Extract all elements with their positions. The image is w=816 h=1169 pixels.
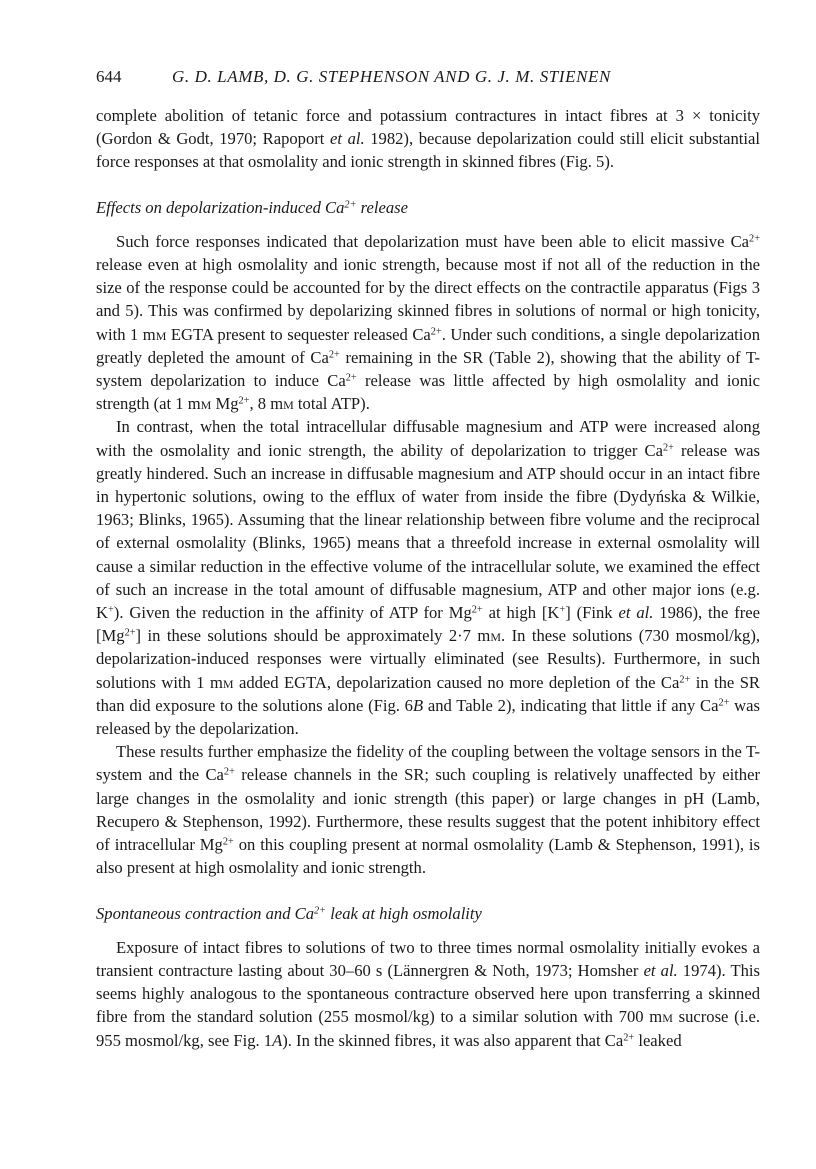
body-paragraph: These results further emphasize the fidelity of the coupling between the voltage sensors in the T-system and the $Ca^{2+}$ release channels in the SR; such coupling is relatively unaffected by either large changes in the osmolality and ionic strength (this paper) or large changes in pH (Lamb, Recupero & Stephenson, 1992). Furthermore, these results suggest that the potent inhibitory effect of intracellular $Mg^{2+}$ on this coupling present at normal osmolality (Lamb & Stephenson, 1991), is also present at high osmolality and ionic strength. xyxy=(96,742,760,878)
section-heading: Spontaneous contraction and $Ca^{2+}$ leak at high osmolality xyxy=(96,903,482,923)
article-body xyxy=(96,104,760,1052)
body-paragraph: In contrast, when the total intracellular diffusable magnesium and ATP were increased along with the osmolality and ionic strength, the ability of depolarization to trigger $Ca^{2+}$ release was greatly hindered. Such an increase in diffusable magnesium and ATP should occur in an intact fibre in hypertonic solutions, owing to the efflux of water from inside the fibre (Dydyńska & Wilkie, 1963; Blinks, 1965). Assuming that the linear relationship between fibre volume and the reciprocal of external osmolality (Blinks, 1965) means that a threefold increase in external osmolality will cause a similar reduction in the effective volume of the intracellular solute, we examined the effect of such an increase in the total amount of diffusable magnesium, ATP and other major ions (e.g. K+). Given the reduction in the affinity of ATP for $Mg^{2+}$ at high [K+] (Fink et al. 1986), the free $[Mg^{2+}]$ in these solutions should be approximately 2·7 mm. In these solutions (730 mosmol/kg), depolarization-induced responses were virtually eliminated (see Results). Furthermore, in such solutions with 1 mm added EGTA, depolarization caused no more depletion of the $Ca^{2+}$ in the SR than did exposure to the solutions alone (Fig. 6B and Table 2), indicating that little if any $Ca^{2+}$ was released by the depolarization. xyxy=(96,417,761,739)
body-paragraph: complete abolition of tetanic force and potassium contractures in intact fibres at 3 × tonicity (Gordon & Godt, 1970; Rapoport et al. 1982), because depolarization could still elicit substantial force responses at that osmolality and ionic strength in skinned fibres (Fig. 5). xyxy=(96,106,760,172)
body-paragraph: Such force responses indicated that depolarization must have been able to elicit massive $Ca^{2+}$ release even at high osmolality and ionic strength, because most if not all of the reduction in the size of the response could be accounted for by the direct effects on the contractile apparatus (Figs 3 and 5). This was confirmed by depolarizing skinned fibres in solutions of normal or high tonicity, with 1 mm EGTA present to sequester released $Ca^{2+}$. Under such conditions, a single depolarization greatly depleted the amount of $Ca^{2+}$ remaining in the SR (Table 2), showing that the ability of T-system depolarization to induce $Ca^{2+}$ release was little affected by high osmolality and ionic strength (at 1 mm $Mg^{2+}$, 8 mm total ATP). xyxy=(96,231,761,414)
running-header-authors: G. D. LAMB, D. G. STEPHENSON AND G. J. M. STIENEN xyxy=(172,67,611,86)
body-paragraph: Exposure of intact fibres to solutions of two to three times normal osmolality initially evokes a transient contracture lasting about 30–60 s (Lännergren & Noth, 1973; Homsher et al. 1974). This seems highly analogous to the spontaneous contracture observed here upon transferring a skinned fibre from the standard solution (255 mosmol/kg) to a similar solution with 700 mm sucrose (i.e. 955 mosmol/kg, see Fig. 1A). In the skinned fibres, it was also apparent that $Ca^{2+}$ leaked xyxy=(96,937,760,1050)
running-header xyxy=(96,66,760,88)
page-number: 644 xyxy=(96,67,122,86)
journal-page xyxy=(96,66,760,1052)
section-heading: Effects on depolarization-induced $Ca^{2+}$ release xyxy=(96,197,408,217)
